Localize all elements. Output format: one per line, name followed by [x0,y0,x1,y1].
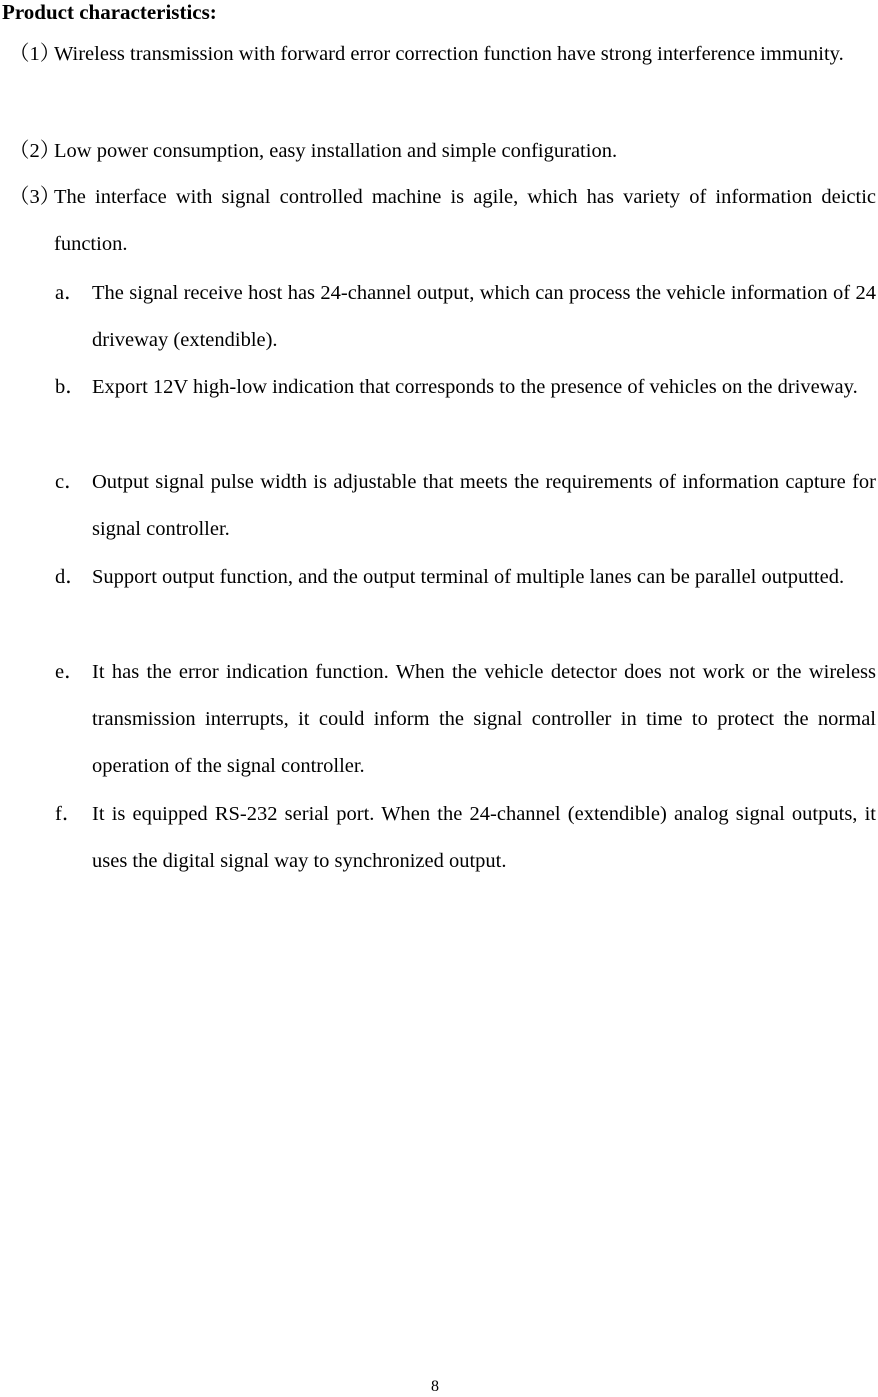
list-item [9,174,876,268]
sub-list-item-marker: e． [55,661,85,683]
sub-list-item-text: The signal receive host has 24-channel output, which can process the vehicle information of 24 driveway (extendible). [92,282,876,351]
list-item-marker: （1） [9,43,61,65]
list-item-text: The interface with signal controlled machine is agile, which has variety of information deictic function. [54,186,876,255]
sub-list-item-marker: b． [55,376,86,398]
page-number: 8 [431,1378,439,1395]
sub-list-item [55,649,876,790]
sub-list-item [55,459,876,553]
sub-list-item [55,791,876,885]
sub-list-item-marker: a． [55,282,85,304]
sub-list-item-text: It has the error indication function. When the vehicle detector does not work or the wireless transmission interrupts, it could inform the signal controller in time to protect the normal operation of the signal controller. [92,661,876,777]
sub-list-item-marker: c． [55,471,85,493]
list-item [9,128,876,175]
list-item [9,31,876,78]
sub-list-item [55,270,876,364]
sub-list-item [55,364,876,411]
sub-list-item-text: It is equipped RS-232 serial port. When the 24-channel (extendible) analog signal outputs, it uses the digital signal way to synchronized output. [92,803,876,872]
sub-list-item-text: Support output function, and the output terminal of multiple lanes can be parallel outputted. [92,566,845,588]
sub-list-item-marker: d． [55,566,86,588]
list-item-marker: （2） [9,140,61,162]
list-item-marker: （3） [9,186,61,208]
list-item-text: Wireless transmission with forward error correction function have strong interference immunity. [54,43,844,65]
section-heading: Product characteristics: [2,0,217,24]
sub-list-item-text: Output signal pulse width is adjustable that meets the requirements of information capture for signal controller. [92,471,876,540]
sub-list-item-text: Export 12V high-low indication that corresponds to the presence of vehicles on the driveway. [92,376,858,398]
sub-list-item-marker: f． [55,803,83,825]
list-item-text: Low power consumption, easy installation and simple configuration. [54,140,618,162]
sub-list-item [55,554,876,601]
